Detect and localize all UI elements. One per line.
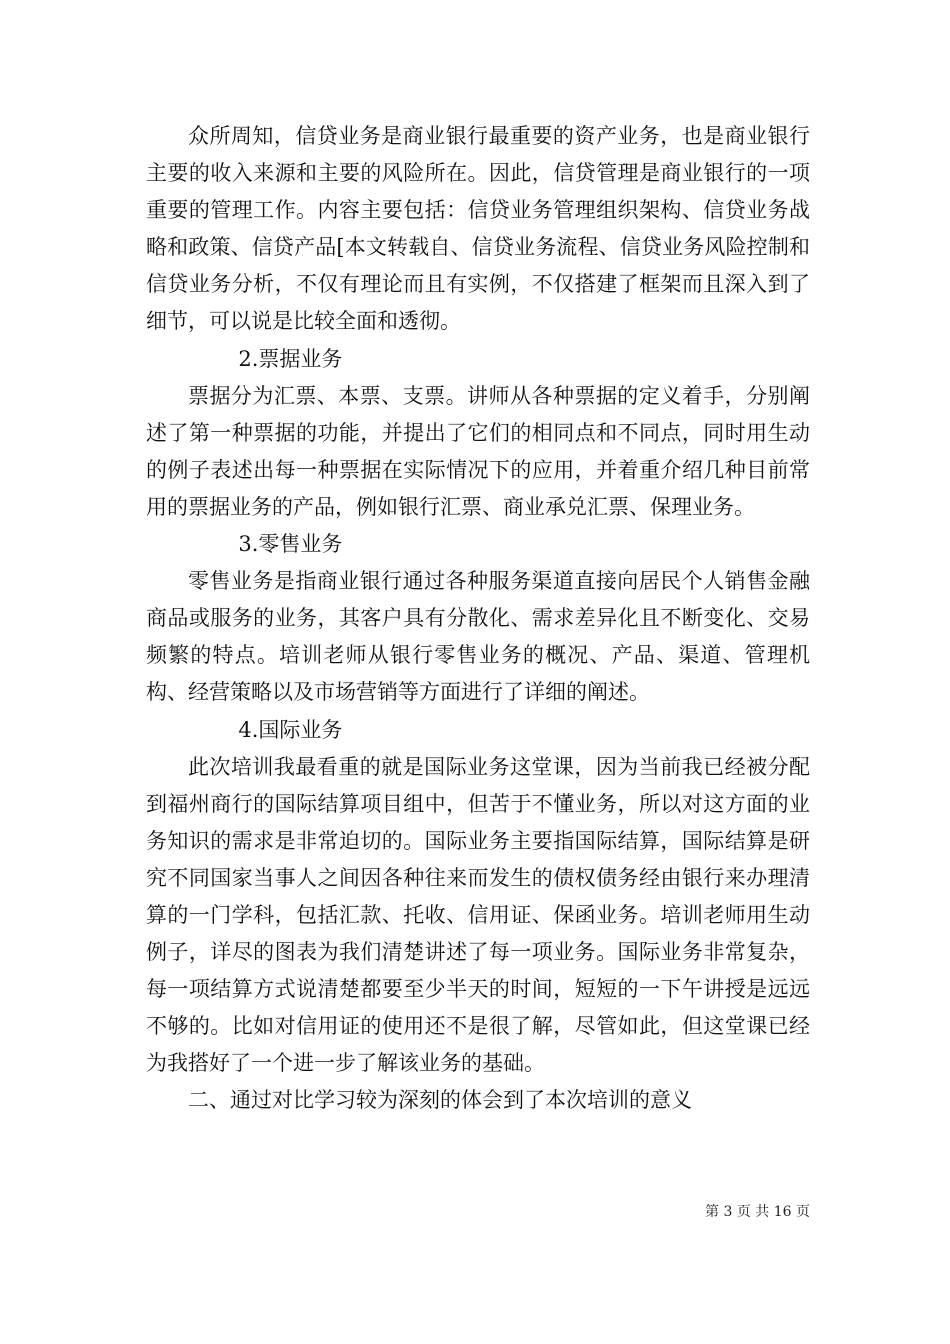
heading-bill-business: 2.票据业务: [238, 346, 343, 371]
heading-international-business: 4.国际业务: [238, 717, 343, 742]
paragraph-credit-business: 众所周知，信贷业务是商业银行最重要的资产业务，也是商业银行主要的收入来源和主要的风险所在。因此，信贷管理是商业银行的一项重要的管理工作。内容主要包括：信贷业务管理组织架构、信贷业务战略和政策、信贷产品[本文转载自、信贷业务流程、信贷业务风险控制和信贷业务分析，不仅有理论而且有实例，不仅搭建了框架而且深入到了细节，可以说是比较全面和透彻。: [146, 124, 810, 334]
heading-retail-business: 3.零售业务: [238, 532, 343, 557]
paragraph-international-business: 此次培训我最看重的就是国际业务这堂课，因为当前我已经被分配到福州商行的国际结算项目组中，但苦于不懂业务，所以对这方面的业务知识的需求是非常迫切的。国际业务主要指国际结算，国际结算是研究不同国家当事人之间因各种往来而发生的债权债务经由银行来办理清算的一门学科，包括汇款、托收、信用证、保函业务。培训老师用生动例子，详尽的图表为我们清楚讲述了每一项业务。国际业务非常复杂，每一项结算方式说清楚都要至少半天的时间，短短的一下午讲授是远远不够的。比如对信用证的使用还不是很了解，尽管如此，但这堂课已经为我搭好了一个进一步了解该业务的基础。: [146, 754, 810, 1076]
section-heading-training-significance: 二、通过对比学习较为深刻的体会到了本次培训的意义: [188, 1088, 692, 1113]
page-number-footer: 第 3 页 共 16 页: [705, 1204, 810, 1220]
document-body: [146, 118, 810, 1120]
paragraph-retail-business: 零售业务是指商业银行通过各种服务渠道直接向居民个人销售金融商品或服务的业务，其客户具有分散化、需求差异化且不断变化、交易频繁的特点。培训老师从银行零售业务的概况、产品、渠道、管理机构、经营策略以及市场营销等方面进行了详细的阐述。: [146, 569, 810, 705]
paragraph-bill-business: 票据分为汇票、本票、支票。讲师从各种票据的定义着手，分别阐述了第一种票据的功能，并提出了它们的相同点和不同点，同时用生动的例子表述出每一种票据在实际情况下的应用，并着重介绍几种目前常用的票据业务的产品，例如银行汇票、商业承兑汇票、保理业务。: [146, 383, 810, 519]
